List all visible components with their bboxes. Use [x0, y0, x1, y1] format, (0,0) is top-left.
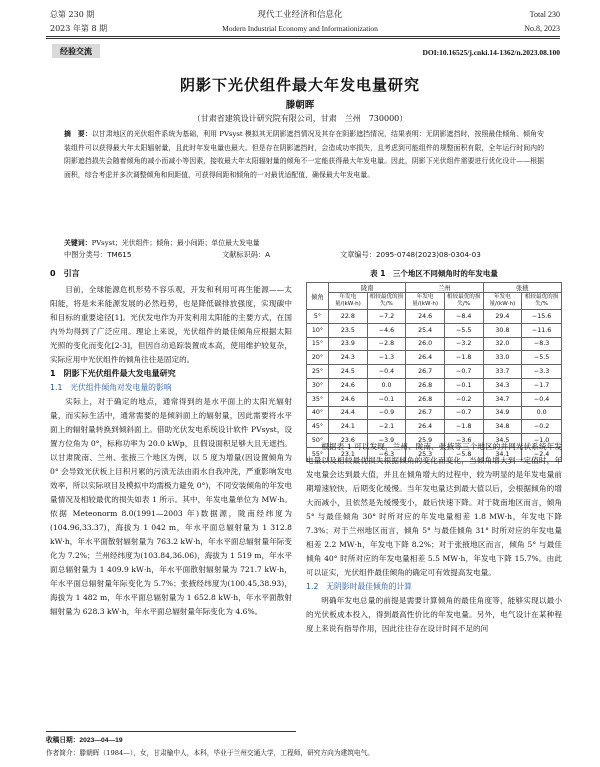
table-cell: 34.8: [483, 420, 522, 434]
affiliation: （甘肃省建筑设计研究院有限公司，甘肃 兰州 730000）: [192, 114, 408, 123]
left-column: [50, 267, 292, 619]
table-cell: −5.8: [444, 447, 483, 461]
abstract-text: 以甘肃地区的光伏组件系统为基础，利用 PVsyst 模拟其无阴影遮挡情况及其存在阴影遮挡情况，结果表明：无阴影遮挡时，按照最佳倾角、倾角安装组件可以获得最大年太阳辐射量，且此时年发电量也最大。但是存在阴影遮挡时，会造成功率损失，且考虑到可能组件的规整面积有限，全年运行时间内的阴影遮挡损失会随着倾角的减小而减小等因素，接收最大年太阳辐射量的倾角不一定能获得最大年发电量。因此，阴影下光伏组件需要进行优化设计——根据面积，综合考虑并多次调整倾角和间距值，可获得间距和倾角的一对最优适配值，确保最大年发电量。: [64, 130, 544, 179]
abstract-label: 摘 要：: [64, 130, 92, 138]
table-cell: −11.6: [522, 323, 562, 337]
header-issue-left: 总第 230 期: [50, 10, 95, 19]
table-cell: −0.9: [367, 406, 406, 420]
heading-intro: 0 引言: [50, 269, 80, 278]
clc-number: 中图分类号：TM615: [64, 250, 132, 259]
table-row: [307, 351, 562, 365]
table-row: [307, 420, 562, 434]
table-cell: 25.9: [406, 434, 445, 448]
table-cell: −1.8: [444, 420, 483, 434]
table-sub-header-yield: 年发电量/(kW·h): [329, 293, 368, 310]
section-tag: 经验交流: [52, 44, 100, 58]
author-bio: 作者简介：滕朝晖（1984—），女，甘肃榆中人，本科，毕业于兰州交通大学，工程师，研究方向为建筑电气。: [46, 749, 374, 757]
table-cell-angle: 50°: [307, 434, 329, 448]
table-cell: −0.2: [444, 392, 483, 406]
table-row: [307, 406, 562, 420]
header-no-right: No.8, 2023: [524, 24, 560, 33]
table-cell: −2.8: [367, 337, 406, 351]
table-cell: −1.0: [522, 434, 562, 448]
table-cell: −1.8: [444, 351, 483, 365]
table-cell-angle: 20°: [307, 351, 329, 365]
table-cell: 24.1: [329, 420, 368, 434]
table-cell: 23.1: [329, 447, 368, 461]
table-cell: 34.1: [483, 447, 522, 461]
table-cell: 25.4: [406, 323, 445, 337]
table-cell: 30.8: [483, 323, 522, 337]
heading-section-1-2: 1.2 无阴影时最佳倾角的计算: [306, 582, 412, 591]
table-sub-header-loss: 相较最优的损失/%: [522, 293, 562, 310]
table-cell: 33.7: [483, 365, 522, 379]
table-cell: −1.7: [522, 378, 562, 392]
table-cell: −5.5: [522, 351, 562, 365]
table-row: [307, 323, 562, 337]
header-total-right: Total 230: [529, 10, 560, 19]
table-cell: 34.3: [483, 378, 522, 392]
paragraph-results: 根据表 1 可以发现，兰州、陇南、张掖等三个地区的并网光伏系统年发电量以及相较最优损失根据倾角的变化而变化，当倾角增大到一定值时，年发电量会达到最大值，并且在倾角增大的过程中，较为明显的是年发电量前期增速较快，后期变化缓慢。当年发电量达到最大值以后，会根据倾角的增大而减小，且依然是先缓慢变小，最后快速下降。对于陇南地区而言，倾角 5° 与最佳倾角 30° 时所对应的年发电量相差 1.8 MW·h，年发电下降 7.3%；对于兰州地区而言，倾角 5° 与最佳倾角 31° 时所对应的年发电量相差 2.2 MW·h，年发电下降 8.2%；对于张掖地区而言，倾角 5° 与最佳倾角 40° 时所对应的年发电量相差 5.5 MW·h，年发电下降 15.7%。由此可以证实，光伏组件最佳倾角的确定可有效提高发电量。: [306, 442, 562, 577]
table-region-header: 兰州: [406, 283, 483, 293]
table-cell-angle: 30°: [307, 378, 329, 392]
doc-code: 文献标识码：A: [222, 250, 271, 259]
table-cell: 23.9: [329, 337, 368, 351]
keywords: [64, 237, 260, 247]
table-cell: −0.7: [444, 365, 483, 379]
keywords-label: 关键词：: [64, 240, 92, 247]
paragraph-intro: 目前，全球能源危机形势不容乐观，开发和利用可再生能源——太阳能，将是未来能源发展的必然趋势，也是降低碳排放强度，实现碳中和目标的重要途径[1]。光伏发电作为开发利用太阳能的主要方式，在国内外均得到了广泛应用。理论上来说，光伏组件的最佳倾角应根据太阳光照的变化而变化[2-3]，但因自动追踪装置成本高，使用维护较复杂，实际应用中光伏组件的倾角往往是固定的。: [50, 285, 292, 364]
table-cell-angle: 45°: [307, 420, 329, 434]
right-column: [306, 440, 562, 636]
table-cell: 26.8: [406, 392, 445, 406]
table-cell: 26.8: [406, 378, 445, 392]
table-cell-angle: 40°: [307, 406, 329, 420]
table-cell: 33.0: [483, 351, 522, 365]
table-cell: 29.4: [483, 310, 522, 324]
table-cell: −1.3: [367, 351, 406, 365]
table-cell: 25.3: [406, 447, 445, 461]
table-cell: −2.4: [522, 447, 562, 461]
table-cell: 26.7: [406, 406, 445, 420]
table-corner-header: 倾角: [307, 283, 329, 310]
table-cell: −3.3: [522, 365, 562, 379]
table-cell: 26.4: [406, 351, 445, 365]
article-number: 文章编号：2095-0748(2023)08-0304-03: [340, 250, 481, 259]
table-cell: −2.1: [367, 420, 406, 434]
doi: DOI:10.16525/j.cnki.14-1362/n.2023.08.100: [422, 48, 560, 57]
table-cell: 0.0: [522, 406, 562, 420]
table-sub-header-yield: 年发电量/(kW·h): [483, 293, 522, 310]
table-cell: 26.0: [406, 337, 445, 351]
received-date: [46, 735, 123, 746]
table-cell: 34.7: [483, 392, 522, 406]
table-cell-angle: 15°: [307, 337, 329, 351]
table-cell: 23.6: [329, 434, 368, 448]
author-name: 滕朝晖: [285, 100, 315, 111]
article-title: 阴影下光伏组件最大年发电量研究: [179, 76, 420, 94]
table-cell: −15.6: [522, 310, 562, 324]
table-cell: −0.1: [367, 392, 406, 406]
header-year-no-left: 2023 年第 8 期: [50, 24, 108, 33]
heading-section-1-1: 1.1 光伏组件倾角对发电量的影响: [50, 383, 172, 392]
table-cell: −0.4: [522, 392, 562, 406]
table-sub-header-yield: 年发电量/(kW·h): [406, 293, 445, 310]
footnote-rule: [46, 731, 296, 732]
table-sub-header-loss: 相较最优的损失/%: [444, 293, 483, 310]
received-date-text: 收稿日期：2023—04—19: [46, 737, 123, 744]
table-cell-angle: 5°: [307, 310, 329, 324]
table-cell: −3.6: [444, 434, 483, 448]
table-region-header: 陇南: [329, 283, 406, 293]
header-rule-bottom: [46, 38, 560, 39]
table-cell: 24.6: [329, 378, 368, 392]
table-cell: 32.0: [483, 337, 522, 351]
table-cell: −0.2: [522, 420, 562, 434]
table-cell: −5.5: [444, 323, 483, 337]
paragraph-section-1-1: 实际上，对于确定的地点，通常得到的是水平面上的太阳光辐射量，而实际生活中，通常需要的是倾斜面上的辐射量，因此需要将水平面上的辐射量转换到倾斜面上。借助光伏发电系统设计软件 PVsyst，设置方位角为 0°，标称功率为 20.0 kWp，且假设面积足够大且无遮挡。以甘肃陇南、兰州、张掖三个地区为例，以 5 度为增量(因设置倾角为 0° 会导致光伏板上目积月累的污渍无法由雨水自我冲洗，严重影响发电效率，所以实际项目及模拟中均需极力避免 0°)，不同安装倾角的年发电量情况及相较最优的损失如表 1 所示。其中，年发电量单位为 MW·h。依据 Meteonorm 8.0(1991—2003 年)数据源，陇南经纬度为(104.96,33.37)，海拔为 1 042 m，年水平面总辐射量为 1 312.8 kW·h，年水平面散射辐射量为 763.2 kW·h，年水平面总辐射量年际变化为 7.2%；兰州经纬度为(103.84,36.06)，海拔为 1 519 m，年水平面总辐射量为 1 409.9 kW·h，年水平面散射辐射量为 721.7 kW·h，年水平面总辐射量年际变化为 5.7%；张掖经纬度为(100.45,38.93)，海拔为 1 482 m，年水平面总辐射量为 1 652.8 kW·h，年水平面散射辐射量为 628.3 kW·h，年水平面总辐射量年际变化为 4.6%。: [50, 397, 292, 616]
header-journal-cn: 现代工业经济和信息化: [257, 10, 343, 20]
table-cell: −8.4: [444, 310, 483, 324]
table-sub-header-loss: 相较最优的损失/%: [367, 293, 406, 310]
table-row: [307, 365, 562, 379]
data-table: [306, 282, 562, 462]
table-cell-angle: 25°: [307, 365, 329, 379]
table-row: [307, 378, 562, 392]
table-cell: −6.3: [367, 447, 406, 461]
header-journal-en: Modern Industrial Economy and Informationization: [222, 24, 378, 33]
paragraph-section-1-2: 明确年发电总量的前提是需要计算倾角的最佳角度等，能够实现以最小的光伏板成本投入，得到最高性价比的年发电量。另外，电气设计在某种程度上来说有指导作用，因此往往存在设计时间不足的问: [306, 596, 562, 633]
table-cell: −3.9: [367, 434, 406, 448]
table-cell: −3.2: [444, 337, 483, 351]
table-cell-angle: 55°: [307, 447, 329, 461]
table-cell: 24.3: [329, 351, 368, 365]
table-cell: −8.3: [522, 337, 562, 351]
table-cell: 24.6: [329, 392, 368, 406]
heading-section-1: 1 阴影下光伏组件最大发电量研究: [50, 369, 176, 378]
table-cell: 22.8: [329, 310, 368, 324]
table-caption: 表 1 三个地区不同倾角时的年发电量: [370, 269, 498, 278]
table-cell: −0.4: [367, 365, 406, 379]
table-cell: 24.4: [329, 406, 368, 420]
table-cell: 34.5: [483, 434, 522, 448]
table-cell-angle: 10°: [307, 323, 329, 337]
table-row: [307, 392, 562, 406]
table-cell: −0.7: [444, 406, 483, 420]
table-cell: 26.4: [406, 420, 445, 434]
table-cell: 24.6: [406, 310, 445, 324]
table-body: [307, 310, 562, 462]
table-row: [307, 337, 562, 351]
table-cell: −7.2: [367, 310, 406, 324]
table-cell: 24.5: [329, 365, 368, 379]
keywords-text: PVsyst；光伏组件；倾角；最小间距；单位最大发电量: [91, 239, 260, 247]
table-cell: −4.6: [367, 323, 406, 337]
table-cell: 23.5: [329, 323, 368, 337]
table-row: [307, 310, 562, 324]
table-cell: −0.1: [444, 378, 483, 392]
table-cell-angle: 35°: [307, 392, 329, 406]
table-cell: 26.7: [406, 365, 445, 379]
table-region-header: 张掖: [483, 283, 562, 293]
abstract: [64, 128, 544, 182]
table-cell: 34.9: [483, 406, 522, 420]
table-cell: 0.0: [367, 378, 406, 392]
header-rule-top: [46, 36, 560, 37]
